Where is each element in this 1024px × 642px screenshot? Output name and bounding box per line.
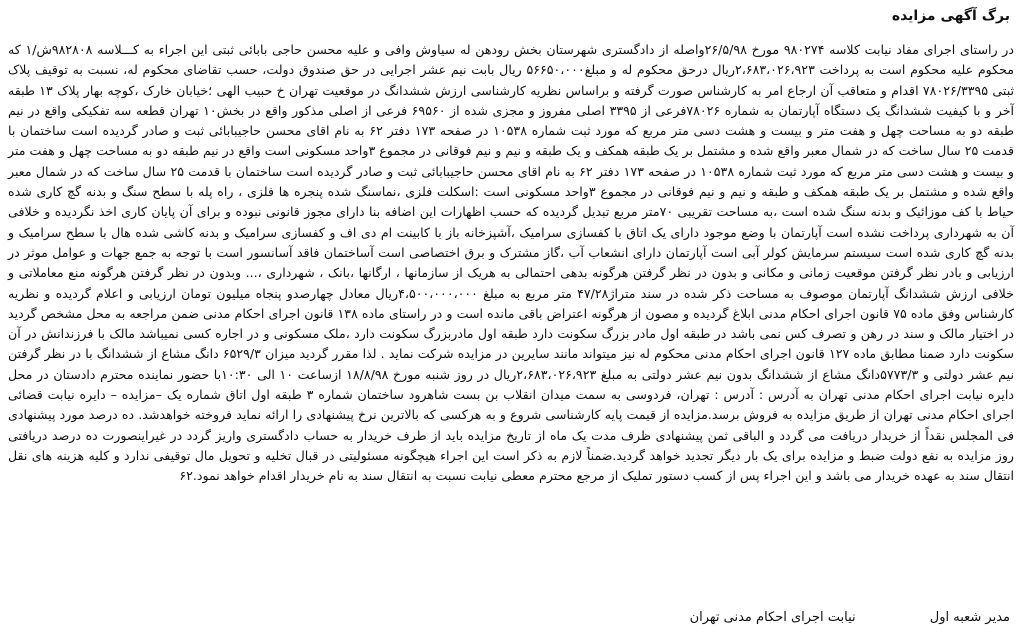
notice-signature [690, 610, 1010, 625]
signature-office: نیابت اجرای احکام مدنی تهران [689, 610, 856, 625]
notice-title: برگ آگهی مزایده [891, 8, 1010, 24]
notice-body: در راستای اجرای مفاد نیابت کلاسه ۹۸۰۲۷۴ مورخ ۲۶/۵/۹۸واصله از دادگستری شهرستان بخش رودهن له سیاوش وافی و علیه محسن حاجی بابائی ثبتی این اجراء به کـــلاسه ۹۸۲۸۰۸ش/۱ که محکوم علیه محکوم است به پرداخت ۲،۶۸۳،۰۲۶،۹۲۳ریال درحق محکوم له و مبلغ۵۶۶۵۰،۰۰۰ ریال بابت نیم عشر اجرایی در حق صندوق دولت، حسب تقاضای محکوم له، نسبت به توقیف پلاک ثبتی ۷۸۰۲۶/۳۳۹۵ اقدام و متعاقب آن ارجاع امر به کارشناس صورت گرفته و براساس نظریه کارشناسی ارزش ششدانگ در موقعیت تهران خ حبیب الهی ؛خیابان خارک ،کوچه بهار پلاک ۱۳ طبقه آخر و با کیفیت ششدانگ یک دستگاه آپارتمان به شماره ۷۸۰۲۶فرعی از ۳۳۹۵ اصلی مفروز و مجزی شده از ۶۹۵۶۰ فرعی از اصلی مذکور واقع در بخش۱۰ تهران قطعه سه تفکیکی واقع در نیم طبقه دو به مساحت چهل و هفت متر و بیست و هشت دسی متر مربع که مورد ثبت شماره ۱۰۵۳۸ در صفحه ۱۷۳ دفتر ۶۲ به نام اقای محسن حاجیبابائی ثبت و صادر گردیده است ساختمان با قدمت ۲۵ سال ساخت که در شمال معبر واقع شده و مشتمل بر یک طبقه همکف و یک طبقه و نیم و نیم فوقانی در مجموع ۳واحد مسکونی است واقع در نیم طبقه دو به مساحت چهل و هفت متر و بیست و هشت دسی متر مربع که مورد ثبت شماره ۱۰۵۳۸ در صفحه ۱۷۳ دفتر ۶۲ به نام اقای محسن حاجیبابائی ثبت و صادر گردیده است ساختمان با قدمت ۲۵ سال ساخت که در شمال معبر واقع شده و مشتمل بر یک طبقه همکف و طبقه و نیم و نیم فوقانی در مجموع ۳واحد مسکونی است :اسکلت فلزی ،نماسنگ شده پنجره ها فلزی ، راه پله با سطح سنگ و بدنه گچ کاری شده حیاط با کف موزائیک و بدنه سنگ شده است ،به مساحت تقریبی ۷۰متر مربع تبدیل گردیده که حسب اظهارات این اضافه بنا دارای مجوز قانونی نبوده و برای آن پایان کاری اخذ نگردیده و خلافی آن به شهرداری پرداخت نشده است آپارتمان با وضع موجود دارای یک اتاق با کفسازی سرامیک ،آشپزخانه باز با کابینت ام دی اف و کفسازی سرامیک و بدنه کاشی شده هال با سطح سرامیک و بدنه گچ کاری شده است سیستم سرمایش کولر آبی است آپارتمان دارای انشعاب آب ،گاز مشترک و برق اختصاصی است آساختمان فاقد آسانسور است با توجه به جمع جهات و عوامل موثر در ارزیابی و بادر نظر گرفتن موقعیت زمانی و مکانی و بدون در نظر گرفتن هرگونه بدهی احتمالی به هریک از سازمانها ، ارگانها ،بانک ، شهرداری ،... وبدون در نظر گرفتن هرگونه منع معاملاتی و خلافی ارزش ششدانگ آپارتمان موصوف به مساحت ذکر شده در سند متراژ۴۷/۲۸ متر مربع به مبلغ ۴،۵۰۰،۰۰۰،۰۰۰ریال معادل چهارصدو پنجاه میلیون تومان ارزیابی و اعلام گردیده و نظریه کارشناس وفق ماده ۷۵ قانون اجرای احکام مدنی ابلاغ گردیده و مصون از هرگونه اعتراض باقی مانده است و در راستای ماده ۱۳۸ قانون اجرای احکام مدنی ضمن مراجعه به محل مشخص گردید در اختیار مالک و سند در رهن و تصرف کس نمی باشد در طبقه اول مادر بزرگ سکونت دارد طبقه اول مادربزرگ سکونت دارد ،ملک مسکونی و در اجاره کسی نمیباشد مالک با فرزندانش در آن سکونت دارد ضمنا مطابق ماده ۱۲۷ قانون اجرای احکام مدنی محکوم له نیز میتواند مانند سایرین در مزایده شرکت نماید . لذا مقرر گردید میزان ۶۵۲۹/۳ دانگ مشاع از ششدانگ با در نظر گرفتن نیم عشر دولتی و ۵۷۷۳/۳دانگ مشاع از ششدانگ بدون نیم عشر دولتی به مبلغ ۲،۶۸۳،۰۲۶،۹۲۳ریال در روز شنبه مورخ ۱۸/۸/۹۸ ازساعت ۱۰ الی ۱۰:۳۰با حضور نماینده محترم دادستان در محل دایره نیابت اجرای احکام مدنی تهران به آدرس : آدرس : تهران، فردوسی به سمت میدان انقلاب بن بست شاهرود ساختمان شماره ۳ طبقه اول اتاق شماره یک –مزایده – دایره نیابت قضائی اجرای احکام مدنی تهران از طریق مزایده به فروش برسد.مزایده از قیمت پایه کارشناسی شروع و به هرکسی که بالاترین نرخ پیشنهادی را ارائه نماید فروخته خواهدشد. ده درصد مورد پیشنهادی فی المجلس نقداً از خریدار دریافت می گردد و الباقی ثمن پیشنهادی ظرف مدت یک ماه از تاریخ مزایده باید از طرف خریدار به حساب دادگستری واریز گردد در غیراینصورت ده درصد دریافتی روز مزایده به نفع دولت ضبط و مزایده برای یک بار دیگر تجدید خواهد گردید.ضمناً لازم به ذکر است این اجراء هیچگونه مسئولیتی در قبال تخلیه و تحویل مال توقیفی ندارد و کلیه هزینه های نقل انتقال سند به عهده خریدار می باشد و این اجراء پس از کسب دستور تملیک از مرجع محترم معطی نیابت نسبت به انتقال سند به نام خریدار اقدام خواهد نمود.۶۲ [8, 42, 1015, 484]
signature-role: مدیر شعبه اول [929, 610, 1010, 625]
